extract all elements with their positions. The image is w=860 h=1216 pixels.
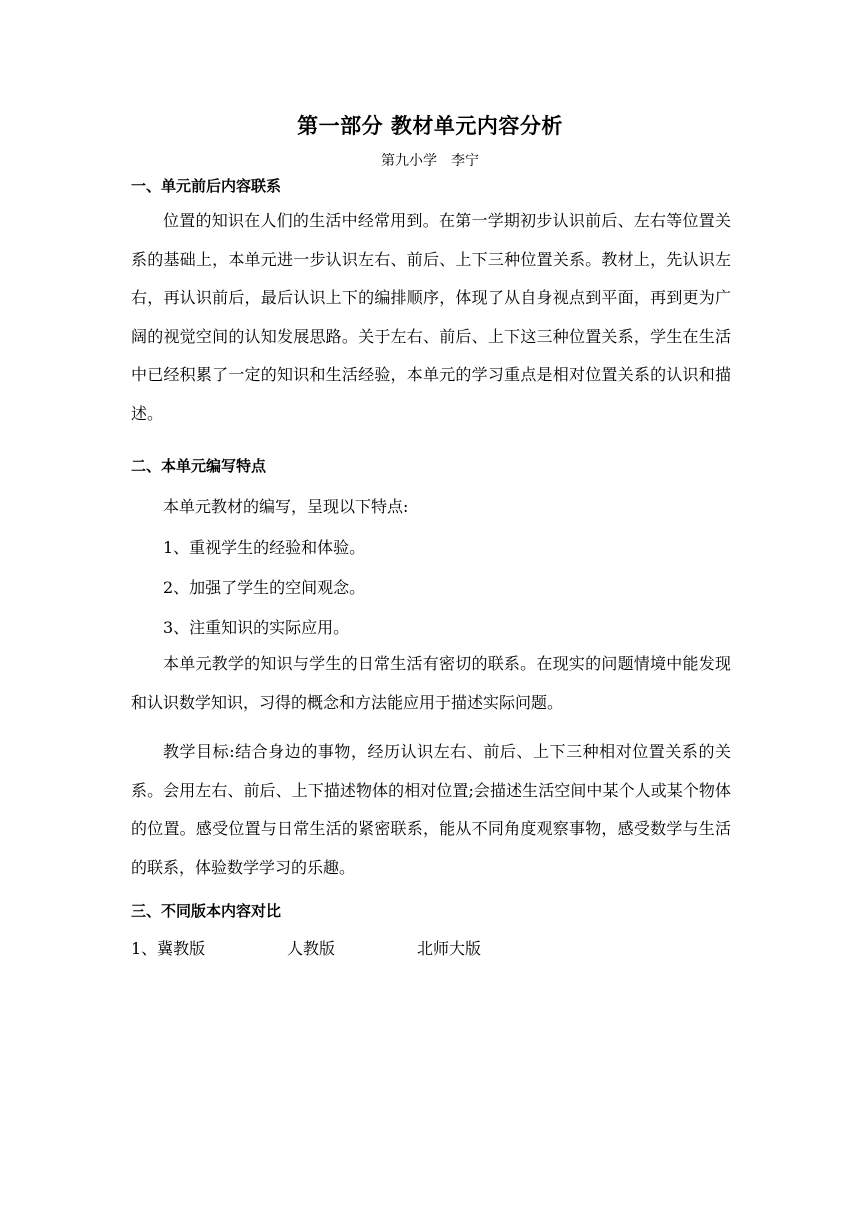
section2-intro: 本单元教材的编写，呈现以下特点: <box>163 497 409 516</box>
page-title: 第一部分 教材单元内容分析 <box>297 114 563 138</box>
section-heading-2: 二、本单元编写特点 <box>131 457 267 475</box>
version-jijiao: 1、冀教版 <box>131 939 206 958</box>
feature-point-3: 3、注重知识的实际应用。 <box>163 618 350 637</box>
feature-point-1: 1、重视学生的经验和体验。 <box>163 538 366 557</box>
feature-point-2: 2、加强了学生的空间观念。 <box>163 578 366 597</box>
section-heading-3: 三、不同版本内容对比 <box>131 902 282 920</box>
section1-paragraph: 位置的知识在人们的生活中经常用到。在第一学期初步认识前后、左右等位置关系的基础上，本单元进一步认识左右、前后、上下三种位置关系。教材上，先认识左右，再认识前后，最后认识上下的编排顺序，体现了从自身视点到平面，再到更为广阔的视觉空间的认知发展思路。关于左右、前后、上下这三种位置关系，学生在生活中已经积累了一定的知识和生活经验，本单元的学习重点是相对位置关系的认识和描述。 <box>131 211 731 423</box>
author-line: 第九小学 李宁 <box>381 153 479 169</box>
section-heading-1: 一、单元前后内容联系 <box>131 177 282 195</box>
section2-paragraph-2: 教学目标:结合身边的事物，经历认识左右、前后、上下三种相对位置关系的关系。会用左右、前后、上下描述物体的相对位置;会描述生活空间中某个人或某个物体的位置。感受位置与日常生活的紧密联系，能从不同角度观察事物，感受数学与生活的联系，体验数学学习的乐趣。 <box>131 742 731 877</box>
version-renjiao: 人教版 <box>287 939 336 958</box>
version-beishida: 北师大版 <box>417 939 482 958</box>
section2-paragraph-1: 本单元教学的知识与学生的日常生活有密切的联系。在现实的问题情境中能发现和认识数学知识，习得的概念和方法能应用于描述实际问题。 <box>131 654 731 712</box>
